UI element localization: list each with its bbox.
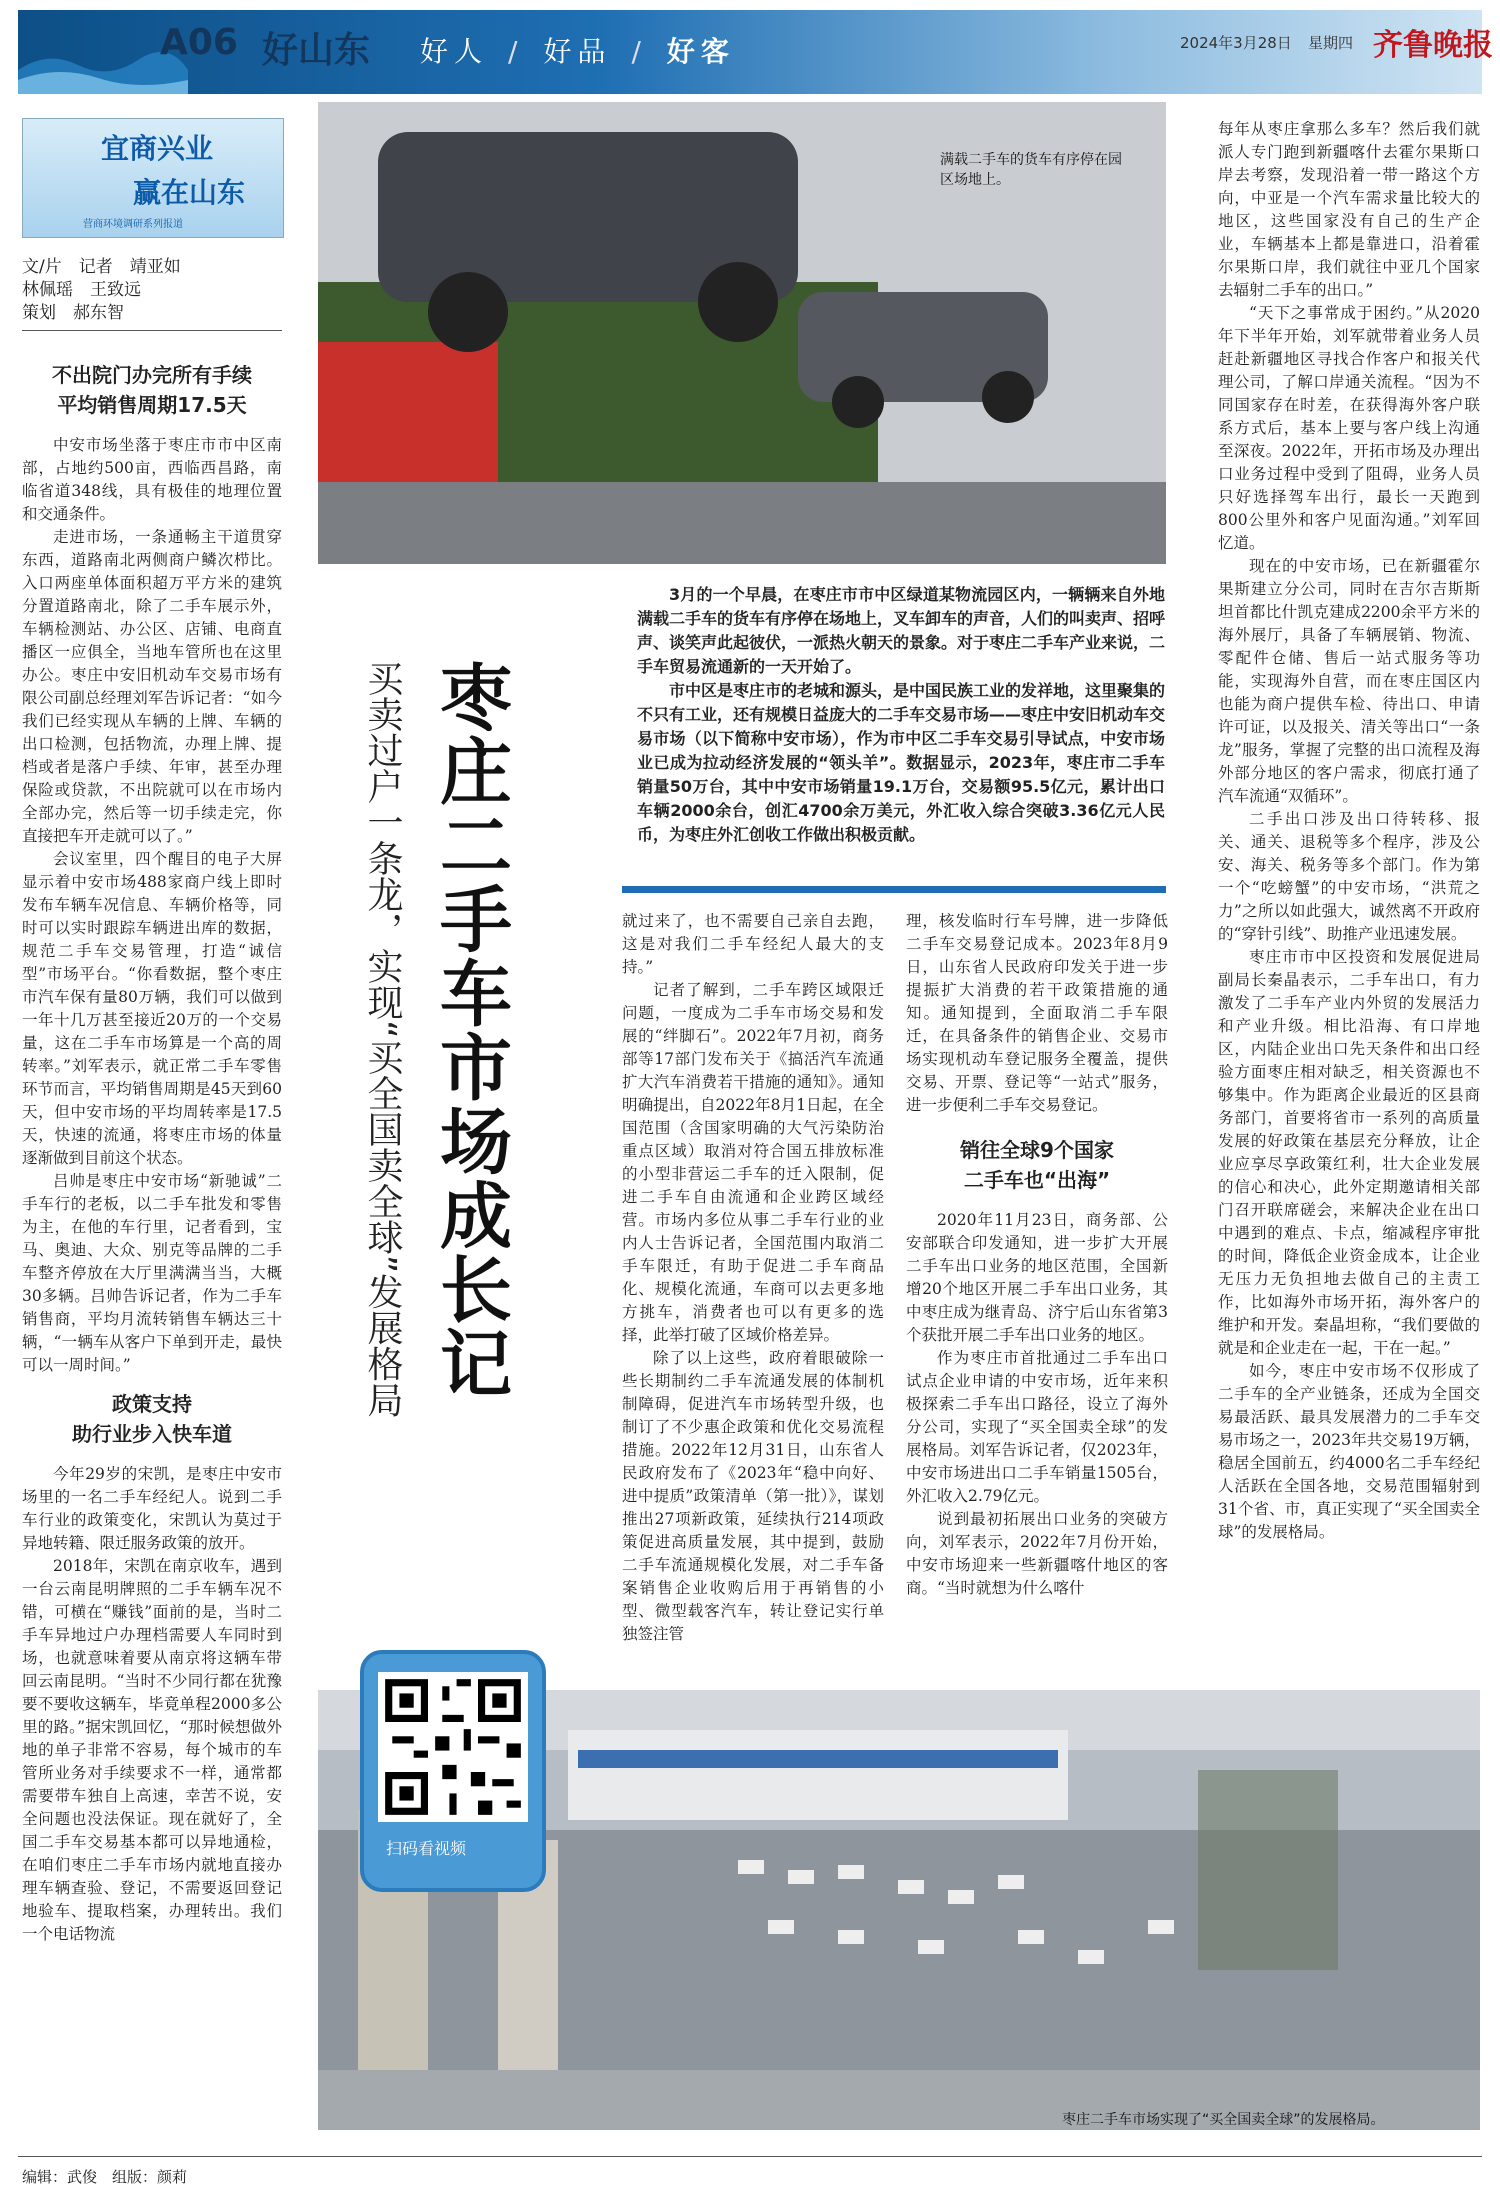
byline-line3: 策划 郝东智	[22, 303, 124, 323]
column-1	[22, 360, 282, 1946]
nav-item-haoren: 好人	[420, 35, 489, 68]
series-banner	[22, 118, 284, 238]
section-nav: 好人 / 好品 / 好客	[420, 35, 735, 68]
photo2-caption: 枣庄二手车市场实现了“买全国卖全球”的发展格局。	[1062, 2112, 1385, 2128]
lead-paragraph: 市中区是枣庄市的老城和源头，是中国民族工业的发祥地，这里聚集的不只有工业，还有规模日益庞大的二手车交易市场——枣庄中安旧机动车交易市场（以下简称中安市场），作为市中区二手车交易引导试点，中安市场业已成为拉动经济发展的“领头羊”。数据显示，2023年，枣庄市二手车销量50万台，其中中安市场销量19.1万台，交易额95.5亿元，累计出口车辆2000余台，创汇4700余万美元，外汇收入综合突破3.36亿元人民币，为枣庄外汇创收工作做出积极贡献。	[637, 681, 1166, 844]
paragraph: 如今，枣庄中安市场不仅形成了二手车的全产业链条，还成为全国交易最活跃、最具发展潜力的二手车交易市场之一，2023年共交易19万辆，稳居全国前五，约4000名二手车经纪人活跃在全国各地，交易范围辐射到31个省、市，真正实现了“买全国卖全球”的发展格局。	[1218, 1362, 1480, 1541]
subheading-2-line2: 助行业步入快车道	[72, 1422, 232, 1446]
section-name: 好山东	[262, 30, 371, 71]
byline-line1: 文/片 记者 靖亚如	[22, 257, 181, 277]
byline	[22, 256, 282, 325]
byline-line2: 林佩瑶 王致远	[22, 280, 141, 300]
paragraph: 走进市场，一条通畅主干道贯穿东西，道路南北两侧商户鳞次栉比。入口两座单体面积超万平方米的建筑分置道路南北，除了二手车展示外，车辆检测站、办公区、店铺、电商直播区一应俱全，当地车管所也在这里办公。枣庄中安旧机动车交易市场有限公司副总经理刘军告诉记者：“如今我们已经实现从车辆的上牌、车辆的出口检测，包括物流，办理上牌、提档或者是落户手续、年审，甚至办理保险或贷款，不出院就可以在市场内全部办完，然后等一切手续走完，你直接把车开走就可以了。”	[22, 528, 282, 845]
paragraph: 就过来了，也不需要自己亲自去跑，这是对我们二手车经纪人最大的支持。”	[622, 912, 884, 976]
qr-label: 扫码看视频	[386, 1839, 467, 1858]
divider	[22, 330, 282, 331]
paragraph: 今年29岁的宋凯，是枣庄中安市场里的一名二手车经纪人。说到二手车行业的政策变化，宋凯认为莫过于异地转籍、限迁服务政策的放开。	[22, 1465, 282, 1552]
subheading-2-line1: 政策支持	[112, 1392, 192, 1416]
newspaper-logo: 齐鲁晚报	[1373, 28, 1493, 63]
paragraph: 作为枣庄市首批通过二手车出口试点企业申请的中安市场，近年来积极探索二手车出口路径，设立了海外分公司，实现了“买全国卖全球”的发展格局。刘军告诉记者，仅2023年，中安市场进出口二手车销量1505台，外汇收入2.79亿元。	[906, 1349, 1168, 1505]
paragraph: 记者了解到，二手车跨区域限迁问题，一度成为二手车市场交易和发展的“绊脚石”。2022年7月初，商务部等17部门发布关于《搞活汽车流通 扩大汽车消费若干措施的通知》。通知明确提出，自2022年8月1日起，在全国范围（含国家明确的大气污染防治重点区域）取消对符合国五排放标准的小型非营运二手车的迁入限制，促进二手车自由流通和企业跨区域经营。市场内多位从事二手车行业的业内人士告诉记者，全国范围内取消二手车限迁，有助于促进二手车商品化、规模化流通，车商可以去更多地方挑车，消费者也可以有更多的选择，此举打破了区域价格差异。	[622, 981, 900, 1344]
subheading-1	[22, 360, 282, 420]
subheading-3	[906, 1135, 1168, 1195]
paragraph: 会议室里，四个醒目的电子大屏显示着中安市场488家商户线上即时发布车辆车况信息、车辆价格等，同时可以实时跟踪车辆进出库的数据，规范二手车交易管理，打造“诚信型”市场平台。“你看数据，整个枣庄市汽车保有量80万辆，我们可以做到一年十几万甚至接近20万的一个交易量，这在二手车市场算是一个高的周转率。”刘军表示，就正常二手车零售环节而言，平均销售周期是45天到60天，但中安市场的平均周转率是17.5天，快速的流通，将枣庄市场的体量逐渐做到目前这个状态。	[22, 850, 282, 1167]
paragraph: 除了以上这些，政府着眼破除一些长期制约二手车流通发展的体制机制障碍，促进汽车市场转型升级，也制订了不少惠企政策和优化交易流程措施。2022年12月31日，山东省人民政府发布了《2023年“稳中向好、进中提质”政策清单（第一批）》，谋划推出27项新政策，延续执行214项政策促进高质量发展，其中提到，鼓励二手车流通规模化发展，对二手车备案销售企业收购后用于再销售的小型、微型载客汽车，转让登记实行单独签注管	[622, 1349, 884, 1643]
paragraph: 现在的中安市场，已在新疆霍尔果斯建立分公司，同时在吉尔吉斯斯坦首都比什凯克建成2200余平方米的海外展厅，具备了车辆展销、物流、零配件仓储、售后一站式服务等功能，实现海外自营，而在枣庄国区内也能为商户提供车检、待出口、申请许可证，以及报关、清关等出口“一条龙”服务，掌握了完整的出口流程及海外部分地区的客户需求，彻底打通了汽车流通“双循环”。	[1218, 557, 1480, 805]
paragraph: 枣庄市市中区投资和发展促进局副局长秦晶表示，二手车出口，有力激发了二手车产业内外贸的发展活力和产业升级。相比沿海、有口岸地区，内陆企业出口先天条件和出口经验方面枣庄相对缺乏，相关资源也不够集中。作为距离企业最近的区县商务部门，首要将省市一系列的高质量发展的好政策在基层充分释放，让企业应享尽享政策红利，壮大企业发展的信心和决心，此外定期邀请相关部门召开联席磋会，来解决企业在出口中遇到的难点、卡点，缩减程序审批的时间，降低企业资金成本，让企业无压力无负担地去做自己的主责工作，比如海外市场开拓，海外客户的维护和开发。秦晶坦称，“我们要做的就是和企业走在一起，干在一起。”	[1218, 948, 1480, 1357]
paragraph: 理，核发临时行车号牌，进一步降低二手车交易登记成本。2023年8月9日，山东省人民政府印发关于进一步提振扩大消费的若干政策措施的通知。通知提到，全面取消二手车限迁，在具备条件的销售企业、交易市场实现机动车登记服务全覆盖，提供交易、开票、登记等“一站式”服务，进一步便利二手车交易登记。	[906, 912, 1168, 1114]
subheading-2	[22, 1389, 282, 1449]
issue-date: 2024年3月28日	[1180, 34, 1292, 52]
qr-code[interactable]	[378, 1672, 528, 1822]
paragraph: 2020年11月23日，商务部、公安部联合印发通知，进一步扩大开展二手车出口业务的地区范围，全国新增20个地区开展二手车出口业务，其中枣庄成为继青岛、济宁后山东省第3个获批开展二手车出口业务的地区。	[906, 1211, 1168, 1344]
paragraph: 吕帅是枣庄中安市场“新驰诚”二手车行的老板，以二手车批发和零售为主，在他的车行里，记者看到，宝马、奥迪、大众、别克等品牌的二手车整齐停放在大厅里满满当当，大概30多辆。吕帅告诉记者，作为二手车销售商，平均月流转销售车辆达三十辆，“一辆车从客户下单到开走，最快可以一周时间。”	[22, 1172, 282, 1374]
accent-rule	[622, 886, 1166, 893]
column-3	[622, 910, 900, 1646]
banner-line2: 赢在山东	[133, 176, 246, 209]
editor-credits: 编辑：武俊 组版：颜莉	[22, 2168, 188, 2186]
subheading-3-line1: 销往全球9个国家	[960, 1138, 1114, 1162]
lead-paragraph: 3月的一个早晨，在枣庄市市中区绿道某物流园区内，一辆辆来自外地满载二手车的货车有序停在场地上，叉车卸车的声音，人们的叫卖声、招呼声、谈笑声此起彼伏，一派热火朝天的景象。对于枣庄二手车产业来说，二手车贸易流通新的一天开始了。	[637, 585, 1166, 676]
subheading-3-line2: 二手车也“出海”	[963, 1168, 1111, 1192]
paragraph: 每年从枣庄拿那么多车？然后我们就派人专门跑到新疆喀什去霍尔果斯口岸去考察，发现沿着一带一路这个方向，中亚是一个汽车需求量比较大的地区，这些国家没有自己的生产企业，车辆基本上都是靠进口，沿着霍尔果斯口岸，我们就往中亚几个国家去辐射二手车的出口。”	[1218, 120, 1480, 299]
banner-line3: 营商环境调研系列报道	[83, 219, 183, 230]
banner-line1: 宜商兴业	[101, 132, 214, 165]
paragraph: 说到最初拓展出口业务的突破方向，刘军表示，2022年7月份开始，中安市场迎来一些新疆喀什地区的客商。“当时就想为什么喀什	[906, 1510, 1168, 1597]
footer-rule	[18, 2156, 1482, 2157]
article-subtitle: 买卖过户一条龙，实现“买全国卖全球”发展格局	[362, 660, 403, 1418]
paragraph: 二手出口涉及出口待转移、报关、通关、退税等多个程序，涉及公安、海关、税务等多个部门。作为第一个“吃螃蟹”的中安市场，“洪荒之力”之所以如此强大，诚然离不开政府的“穿针引线”、助推产业迅速发展。	[1218, 810, 1480, 943]
subheading-1-line2: 平均销售周期17.5天	[57, 393, 247, 417]
lead-text	[637, 583, 1165, 847]
column-4	[906, 910, 1168, 1600]
paragraph: “天下之事常成于困约。”从2020年下半年开始，刘军就带着业务人员赶赴新疆地区寻找合作客户和报关代理公司，了解口岸通关流程。“因为不同国家存在时差，在获得海外客户联系方式后，基本上要与客户线上沟通至深夜。2022年，开拓市场及办理出口业务过程中受到了阻碍，业务人员只好选择驾车出行，最长一天跑到800公里外和客户见面沟通。”刘军回忆道。	[1218, 304, 1480, 552]
page-number: A06	[160, 22, 238, 63]
paragraph: 中安市场坐落于枣庄市市中区南部，占地约500亩，西临西昌路，南临省道348线，具有极佳的地理位置和交通条件。	[22, 436, 282, 523]
qr-code-icon	[378, 1672, 528, 1822]
subheading-1-line1: 不出院门办完所有手续	[52, 363, 252, 387]
article-title: 枣庄二手车市场成长记	[428, 660, 513, 1400]
nav-item-haoke: 好客	[666, 35, 735, 68]
paragraph: 2018年，宋凯在南京收车，遇到一台云南昆明牌照的二手车辆车况不错，可横在“赚钱”面前的是，当时二手车异地过户办理档需要人车同时到场，也就意味着要从南京将这辆车带回云南昆明。“当时不少同行都在犹豫要不要收这辆车，毕竟单程2000多公里的路。”据宋凯回忆，“那时候想做外地的单子非常不容易，每个城市的车管所业务对手续要求不一样，通常都需要带车独自上高速，幸苦不说，安全问题也没法保证。现在就好了，全国二手车交易基本都可以异地通检，在咱们枣庄二手车市场内就地直接办理车辆查验、登记，不需要返回登记地验车、提取档案，办理转出。我们一个电话物流	[22, 1557, 282, 1943]
column-5	[1218, 118, 1480, 1544]
issue-weekday: 星期四	[1308, 34, 1354, 52]
qr-video-card[interactable]	[360, 1650, 546, 1892]
nav-item-haopin: 好品	[543, 35, 612, 68]
photo1-caption: 满载二手车的货车有序停在园区场地上。	[940, 152, 1122, 188]
